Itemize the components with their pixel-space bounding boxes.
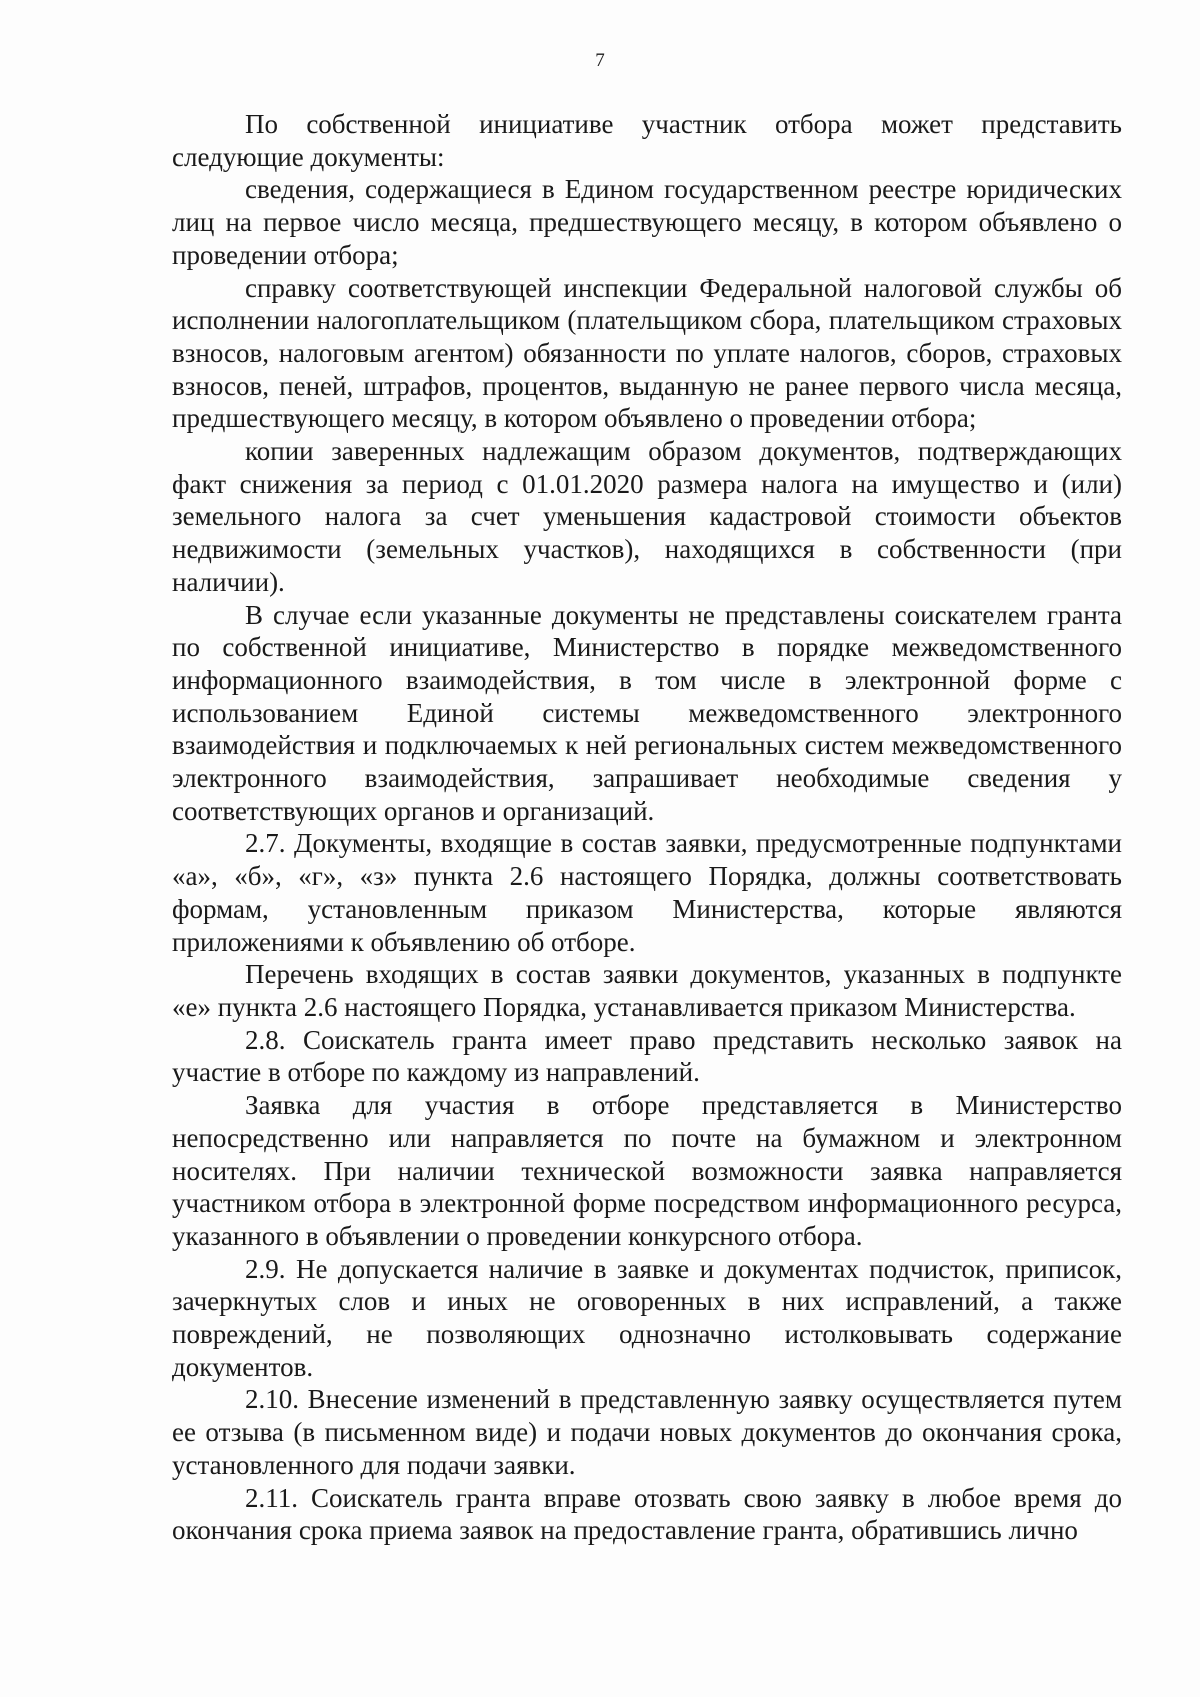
page-number: 7 (595, 50, 605, 71)
paragraph: В случае если указанные документы не представлены соискателем гранта по собственной инициативе, Министерство в порядке межведомственного информационного взаимодействия, в том числе в электронной форме с использованием Единой системы межведомственного электронного взаимодействия и подключаемых к ней региональных систем межведомственного электронного взаимодействия, запрашивает необходимые сведения у соответствующих органов и организаций. (172, 599, 1122, 826)
paragraph: Перечень входящих в состав заявки документов, указанных в подпункте «е» пункта 2.6 настоящего Порядка, устанавливается приказом Министерства. (172, 959, 1122, 1022)
paragraph: 2.8. Соискатель гранта имеет право представить несколько заявок на участие в отборе по каждому из направлений. (172, 1024, 1122, 1088)
paragraph: 2.9. Не допускается наличие в заявке и документах подчисток, приписок, зачеркнутых слов и иных не оговоренных в них исправлений, а также повреждений, не позволяющих однозначно истолковывать содержание документов. (172, 1253, 1122, 1382)
paragraph: 2.7. Документы, входящие в состав заявки, предусмотренные подпунктами «а», «б», «г», «з» пункта 2.6 настоящего Порядка, должны соответствовать формам, установленным приказом Министерства, которые являются приложениями к объявлению об отборе. (172, 828, 1122, 957)
paragraph: сведения, содержащиеся в Едином государственном реестре юридических лиц на первое число месяца, предшествующего месяцу, в котором объявлено о проведении отбора; (172, 174, 1122, 270)
paragraph: справку соответствующей инспекции Федеральной налоговой службы об исполнении налогоплательщиком (плательщиком сбора, плательщиком страховых взносов, налоговым агентом) обязанности по уплате налогов, сборов, страховых взносов, пеней, штрафов, процентов, выданную не ранее первого числа месяца, предшествующего месяцу, в котором объявлено о проведении отбора; (172, 272, 1122, 434)
paragraph: По собственной инициативе участник отбора может представить следующие документы: (172, 109, 1122, 172)
paragraph: Заявка для участия в отборе представляется в Министерство непосредственно или направляется по почте на бумажном и электронном носителях. При наличии технической возможности заявка направляется участником отбора в электронной форме посредством информационного ресурса, указанного в объявлении о проведении конкурсного отбора. (172, 1090, 1122, 1251)
paragraph: 2.11. Соискатель гранта вправе отозвать свою заявку в любое время до окончания срока приема заявок на предоставление гранта, обратившись лично (172, 1482, 1122, 1546)
paragraph: 2.10. Внесение изменений в представленную заявку осуществляется путем ее отзыва (в письменном виде) и подачи новых документов до окончания срока, установленного для подачи заявки. (172, 1384, 1122, 1480)
document-body (172, 108, 1122, 1547)
paragraph: копии заверенных надлежащим образом документов, подтверждающих факт снижения за период с 01.01.2020 размера налога на имущество и (или) земельного налога за счет уменьшения кадастровой стоимости объектов недвижимости (земельных участков), находящихся в собственности (при наличии). (172, 436, 1122, 597)
